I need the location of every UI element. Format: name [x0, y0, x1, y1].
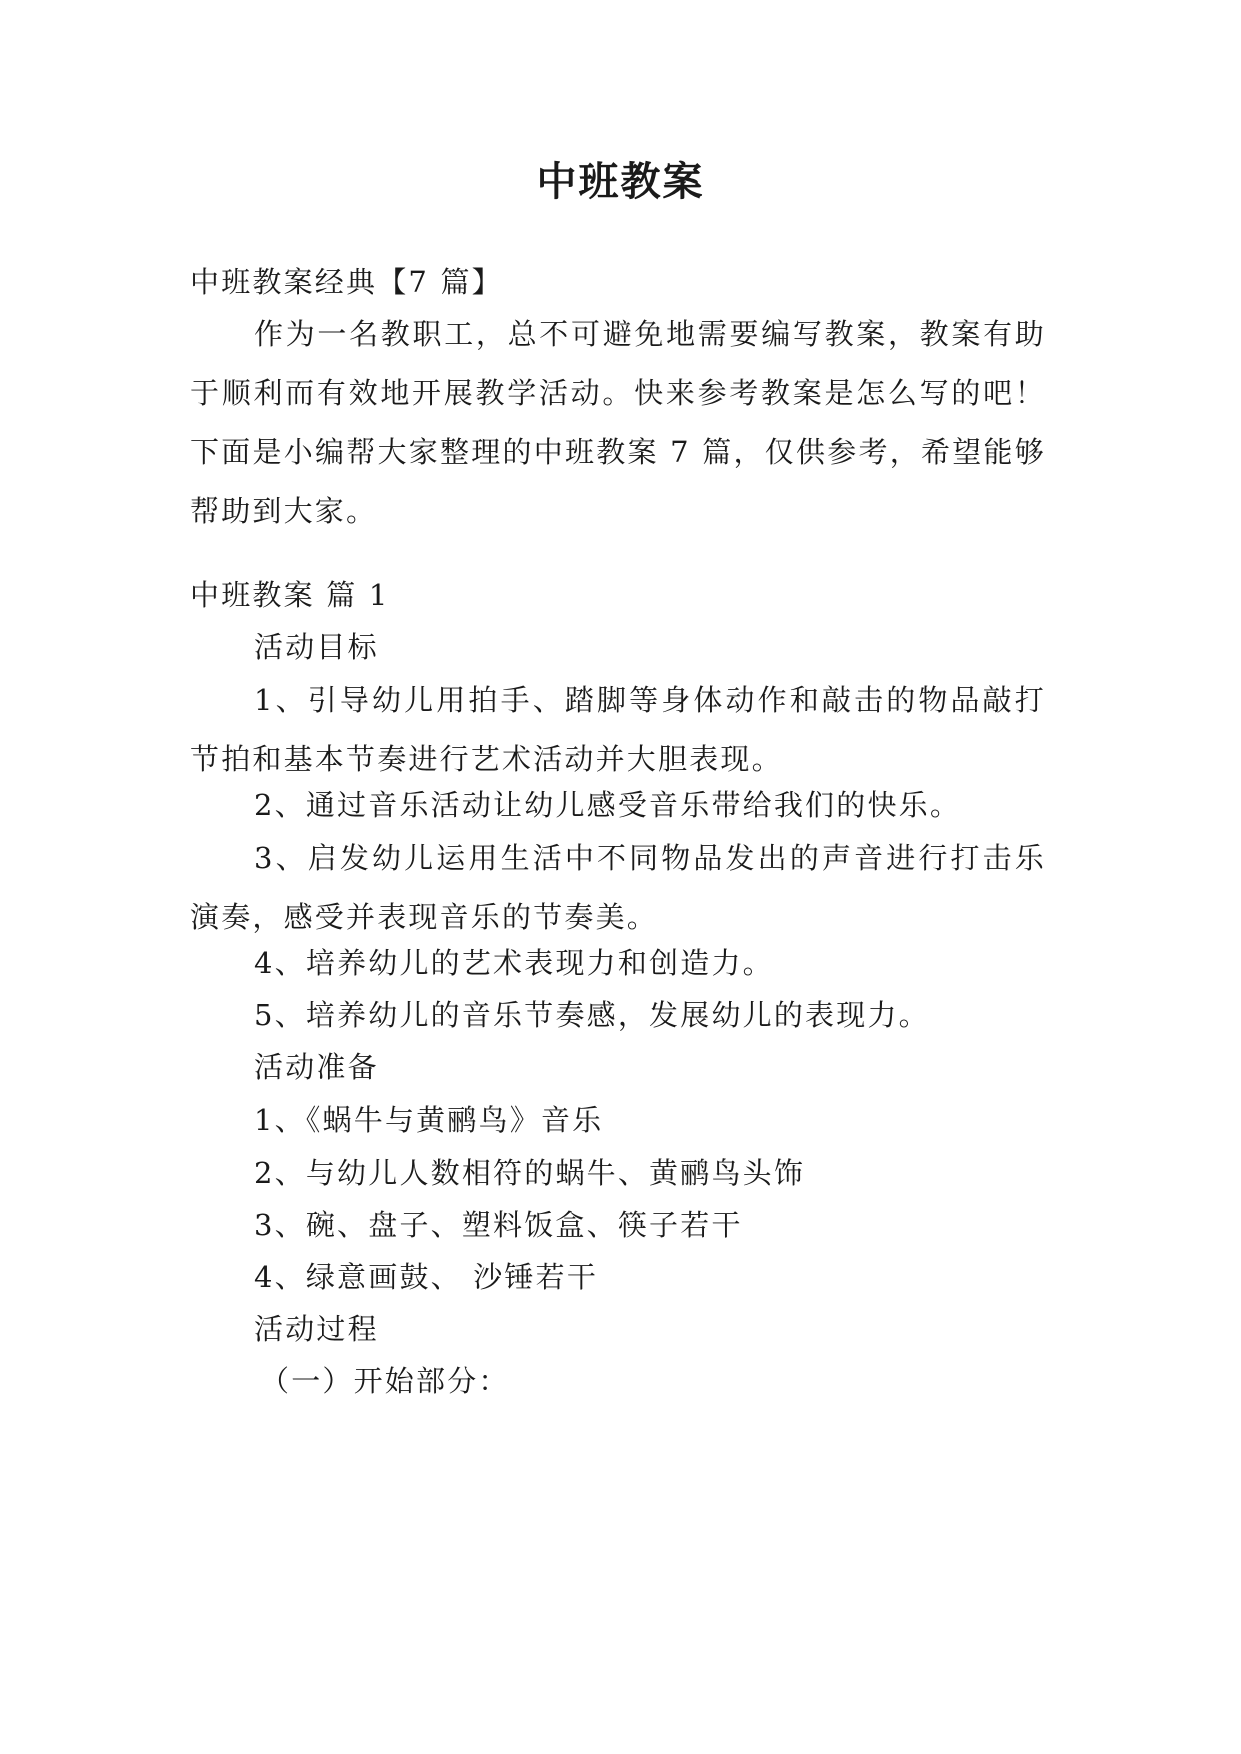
document-subtitle: 中班教案经典【7 篇】 — [190, 265, 503, 299]
prep-heading: 活动准备 — [254, 1050, 379, 1084]
prep-item-4: 4、绿意画鼓、 沙锤若干 — [254, 1260, 599, 1294]
prep-item-2: 2、与幼儿人数相符的蜗牛、黄鹂鸟头饰 — [254, 1156, 806, 1190]
goal-item-5: 5、培养幼儿的音乐节奏感，发展幼儿的表现力。 — [254, 998, 930, 1032]
section-heading: 中班教案 篇 1 — [190, 578, 390, 612]
goal-item-3: 3、启发幼儿运用生活中不同物品发出的声音进行打击乐演奏，感受并表现音乐的节奏美。 — [190, 841, 1046, 934]
process-step-1: （一）开始部分： — [260, 1364, 510, 1398]
prep-item-1: 1、《蜗牛与黄鹂鸟》音乐 — [254, 1103, 604, 1137]
document-title: 中班教案 — [536, 159, 705, 205]
intro-paragraph: 作为一名教职工，总不可避免地需要编写教案，教案有助于顺利而有效地开展教学活动。快来参考教案是怎么写的吧！下面是小编帮大家整理的中班教案 7 篇，仅供参考，希望能够帮助到大家。 — [190, 317, 1046, 528]
goal-item-4: 4、培养幼儿的艺术表现力和创造力。 — [254, 946, 774, 980]
process-heading: 活动过程 — [254, 1312, 379, 1346]
goal-item-2: 2、通过音乐活动让幼儿感受音乐带给我们的快乐。 — [254, 788, 962, 822]
prep-item-3: 3、碗、盘子、塑料饭盒、筷子若干 — [254, 1208, 743, 1242]
goals-heading: 活动目标 — [254, 630, 379, 664]
goal-item-1: 1、引导幼儿用拍手、踏脚等身体动作和敲击的物品敲打节拍和基本节奏进行艺术活动并大胆表现。 — [190, 683, 1046, 776]
